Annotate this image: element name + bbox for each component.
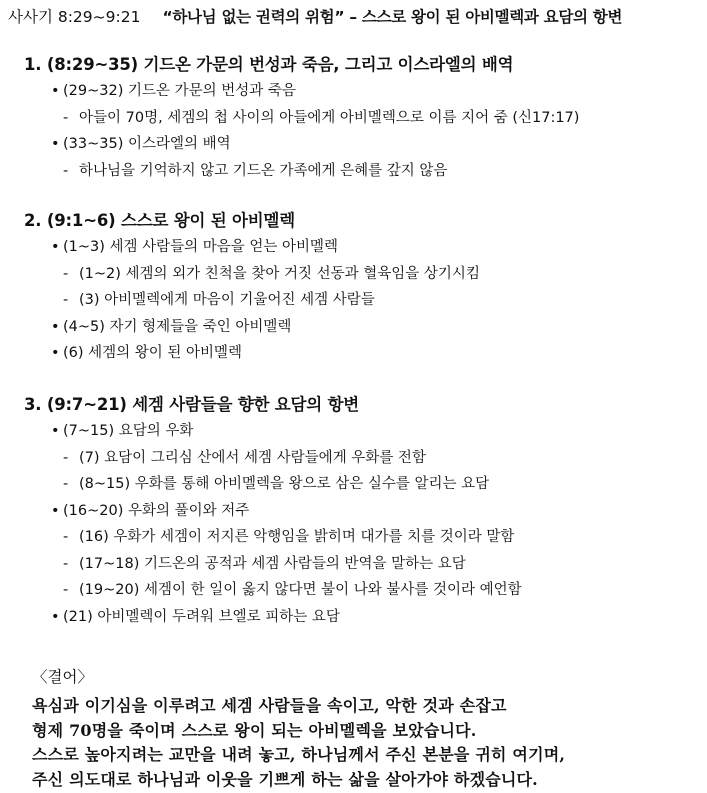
outline-section-2 — [24, 208, 694, 367]
outline-subitem: - (19~20) 세겜이 한 일이 옳지 않다면 불이 나와 불사를 것이라 예언함 — [24, 577, 694, 604]
outline-section-1 — [24, 52, 694, 184]
conclusion-block — [32, 664, 692, 792]
outline-subitem: - 아들이 70명, 세겜의 첩 사이의 아들에게 아비멜렉으로 이름 지어 줌 (신17:17) — [24, 105, 694, 132]
conclusion-heading: 〈결어〉 — [32, 668, 93, 686]
outline-subitem: - (3) 아비멜렉에게 마음이 기울어진 세겜 사람들 — [24, 287, 694, 314]
outline-bullet: • (16~20) 우화의 풀이와 저주 — [24, 498, 694, 525]
dash-icon: - — [63, 265, 69, 282]
dash-icon: - — [63, 555, 69, 572]
outline-subitem: - 하나님을 기억하지 않고 기드온 가족에게 은혜를 갚지 않음 — [24, 158, 694, 185]
dash-icon: - — [63, 162, 69, 179]
outline-bullet: • (1~3) 세겜 사람들의 마음을 얻는 아비멜렉 — [24, 234, 694, 261]
bullet-icon: • — [51, 83, 60, 99]
section-title: 1. (8:29~35) 기드온 가문의 번성과 죽음, 그리고 이스라엘의 배역 — [24, 55, 514, 74]
outline-bullet: • (29~32) 기드온 가문의 번성과 죽음 — [24, 78, 694, 105]
dash-icon: - — [63, 582, 69, 598]
dash-icon: - — [63, 449, 69, 466]
outline-subitem: - (17~18) 기드온의 공적과 세겜 사람들의 반역을 말하는 요담 — [24, 551, 694, 578]
bullet-icon: • — [51, 423, 60, 439]
outline-bullet: • (21) 아비멜렉이 두려워 브엘로 피하는 요담 — [24, 604, 694, 631]
bullet-icon: • — [51, 502, 60, 519]
bullet-icon: • — [51, 608, 60, 625]
sermon-title: “하나님 없는 권력의 위험” – 스스로 왕이 된 아비멜렉과 요담의 항변 — [162, 8, 623, 26]
outline-bullet: • (7~15) 요담의 우화 — [24, 418, 694, 445]
outline-subitem: - (7) 요담이 그리심 산에서 세겜 사람들에게 우화를 전함 — [24, 445, 694, 472]
section-title: 2. (9:1~6) 스스로 왕이 된 아비멜렉 — [24, 211, 296, 230]
section-title: 3. (9:7~21) 세겜 사람들을 향한 요담의 항변 — [24, 395, 360, 414]
dash-icon: - — [63, 292, 69, 308]
outline-bullet: • (6) 세겜의 왕이 된 아비멜렉 — [24, 340, 694, 367]
document-header — [8, 6, 703, 28]
outline-subitem: - (16) 우화가 세겜이 저지른 악행임을 밝히며 대가를 치를 것이라 말함 — [24, 524, 694, 551]
bullet-icon: • — [51, 239, 60, 255]
outline-subitem: - (1~2) 세겜의 외가 친척을 찾아 거짓 선동과 혈육임을 상기시킴 — [24, 261, 694, 288]
bullet-icon: • — [51, 345, 60, 361]
dash-icon: - — [63, 109, 69, 126]
scripture-reference: 사사기 8:29~9:21 — [8, 8, 141, 26]
bullet-icon: • — [51, 136, 60, 152]
conclusion-line: 스스로 높아지려는 교만을 내려 놓고, 하나님께서 주신 본분을 귀히 여기며, — [32, 745, 566, 764]
outline-section-3 — [24, 392, 694, 630]
conclusion-line: 주신 의도대로 하나님과 이웃을 기쁘게 하는 삶을 살아가야 하겠습니다. — [32, 769, 538, 789]
conclusion-line: 형제 70명을 죽이며 스스로 왕이 되는 아비멜렉을 보았습니다. — [32, 720, 477, 740]
bullet-icon: • — [51, 318, 60, 335]
outline-subitem: - (8~15) 우화를 통해 아비멜렉을 왕으로 삼은 실수를 알리는 요담 — [24, 471, 694, 498]
dash-icon: - — [63, 529, 69, 545]
conclusion-line: 욕심과 이기심을 이루려고 세겜 사람들을 속이고, 악한 것과 손잡고 — [32, 696, 507, 715]
outline-bullet: • (4~5) 자기 형제들을 죽인 아비멜렉 — [24, 314, 694, 341]
outline-bullet: • (33~35) 이스라엘의 배역 — [24, 131, 694, 158]
dash-icon: - — [63, 476, 69, 492]
